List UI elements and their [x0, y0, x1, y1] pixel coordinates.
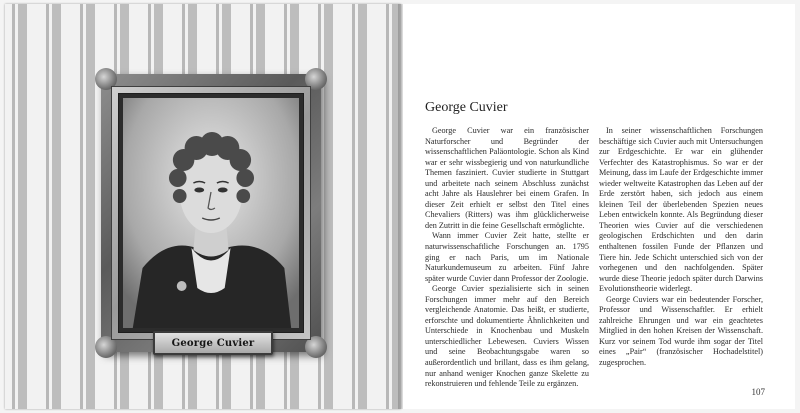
nameplate — [153, 331, 273, 355]
portrait-drawing — [123, 98, 299, 328]
paragraph: George Cuvier war ein französischer Naturforscher und Begründer der wissenschaftlichen Paläontologie. Schon als Kind war er sehr wissbegierig und von naturkundliche Themen fasziniert. Cuvier studierte in Stuttgart und arbeitete nach seinem Abschluss zunächst acht Jahre als Hauslehrer bei einem Grafen. In dieser Zeit erhielt er selbst den Titel eines Chevaliers (Ritters) was ihm glücklicherweise den Zutritt in die feine Gesellschaft ermöglichte. — [425, 126, 589, 230]
frame-molding — [111, 86, 311, 340]
paragraph: George Cuvier spezialisierte sich in seinen Forschungen immer mehr auf den Bereich vergleichende Anatomie. Das heißt, er studierte, erforschte und dokumentierte Ähnlichkeiten und Unterschiede in Knochenbau und Muskeln unterschiedlicher Lebewesen. Cuviers Wissen und seine Beobachtungsgabe waren so außerordentlich und brillant, dass es ihm gelang, nur anhand weniger Knochen ganze Skelette zu rekonstruieren und fehlende Teile zu ergänzen. — [425, 284, 589, 389]
paragraph: In seiner wissenschaftlichen Forschungen beschäftige sich Cuvier auch mit Untersuchungen zur Erdgeschichte. Er war ein glühender Verfechter des Katastrophismus. So war er der Meinung, dass im Laufe der Erdgeschichte immer wieder weltweite Katastrophen das Leben auf der Erde zerstört haben, sich jedoch aus einem kleinen Teil der überlebenden Spezien neues Leben entwickeln konnte. Als Begründung dieser Theorien wies Cuvier auf die verschiedenen geologischen Erdschichten und den darin enthaltenen fossilen Funde der Pflanzen und Tiere hin. Jede Schicht unterschied sich von der vorhegenen und den nachfolgenden. Später wurde diese Theorie jedoch später durch Darwins Evolutionstheorie widerlegt. — [599, 126, 763, 294]
text-column-left — [425, 126, 589, 390]
frame-inner-border — [118, 93, 304, 333]
page-number: 107 — [751, 387, 765, 397]
text-column-right — [599, 126, 763, 369]
picture-frame — [101, 74, 321, 352]
right-page — [403, 4, 795, 409]
page-title: George Cuvier — [425, 100, 508, 115]
nameplate-text: George Cuvier — [171, 337, 255, 349]
paragraph: Wann immer Cuvier Zeit hatte, stellte er naturwissenschaftliche Forschungen an. 1795 ging er nach Paris, um im Nationale Naturkundemuseum zu arbeiten. Fünf Jahre später wurde Cuvier dann Professor der Zoologie. — [425, 231, 589, 283]
portrait-illustration — [123, 98, 299, 328]
left-page — [5, 4, 401, 409]
paragraph: George Cuviers war ein bedeutender Forscher, Professor und Wissenschaftler. Er erhielt zahlreiche Ehrungen und war ein geachtetes Mitglied in den hohen Kreisen der Wissenschaft. Kurz vor seinem Tod wurde ihm sogar der Titel eines „Pair“ (französischer Hochadelstitel) zugesprochen. — [599, 294, 763, 368]
